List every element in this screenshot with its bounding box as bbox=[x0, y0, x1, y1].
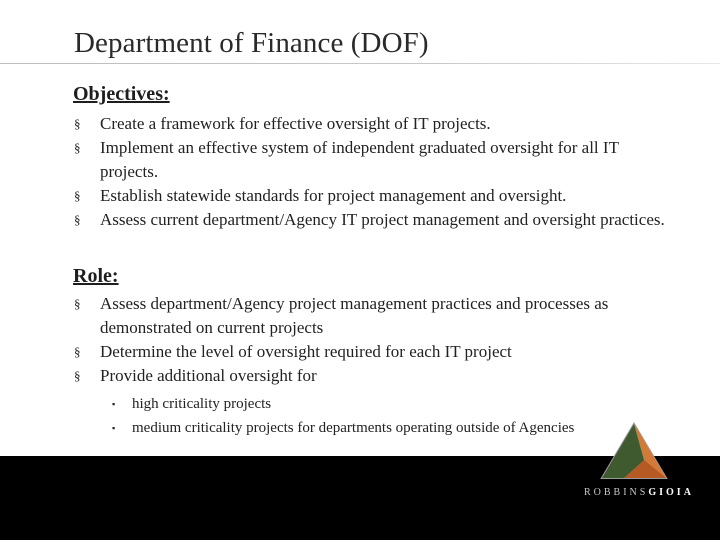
list-item: § Create a framework for effective oversight of IT projects. bbox=[74, 112, 674, 136]
square-bullet-icon: ▪ bbox=[112, 423, 116, 433]
sub-list-item: ▪ medium criticality projects for departments operating outside of Agencies bbox=[112, 416, 692, 440]
list-item: § Assess current department/Agency IT project management and oversight practices. bbox=[74, 208, 674, 232]
objectives-heading: Objectives: bbox=[73, 83, 170, 105]
section-bullet-icon: § bbox=[74, 140, 81, 155]
role-list bbox=[74, 292, 674, 388]
brand-wordmark: ROBBINSGIOIA bbox=[584, 487, 694, 498]
list-item: § Assess department/Agency project management practices and processes as demonstrated on current projects bbox=[74, 294, 609, 337]
section-bullet-icon: § bbox=[74, 296, 81, 311]
role-heading: Role: bbox=[73, 265, 119, 287]
section-bullet-icon: § bbox=[74, 344, 81, 359]
section-bullet-icon: § bbox=[74, 188, 81, 203]
list-item: § Implement an effective system of independent graduated oversight for all IT projects. bbox=[74, 138, 619, 181]
sub-list-item: ▪ high criticality projects bbox=[112, 392, 692, 416]
page-title: Department of Finance (DOF) bbox=[74, 27, 429, 59]
title-divider bbox=[0, 63, 720, 64]
section-bullet-icon: § bbox=[74, 368, 81, 383]
robbins-gioia-logo-icon bbox=[596, 420, 672, 484]
list-item: § Determine the level of oversight required for each IT project bbox=[74, 340, 674, 364]
list-item: § Provide additional oversight for bbox=[74, 364, 674, 388]
square-bullet-icon: ▪ bbox=[112, 399, 116, 409]
objectives-list bbox=[74, 112, 674, 232]
list-item: § Establish statewide standards for project management and oversight. bbox=[74, 184, 674, 208]
section-bullet-icon: § bbox=[74, 116, 81, 131]
section-bullet-icon: § bbox=[74, 212, 81, 227]
